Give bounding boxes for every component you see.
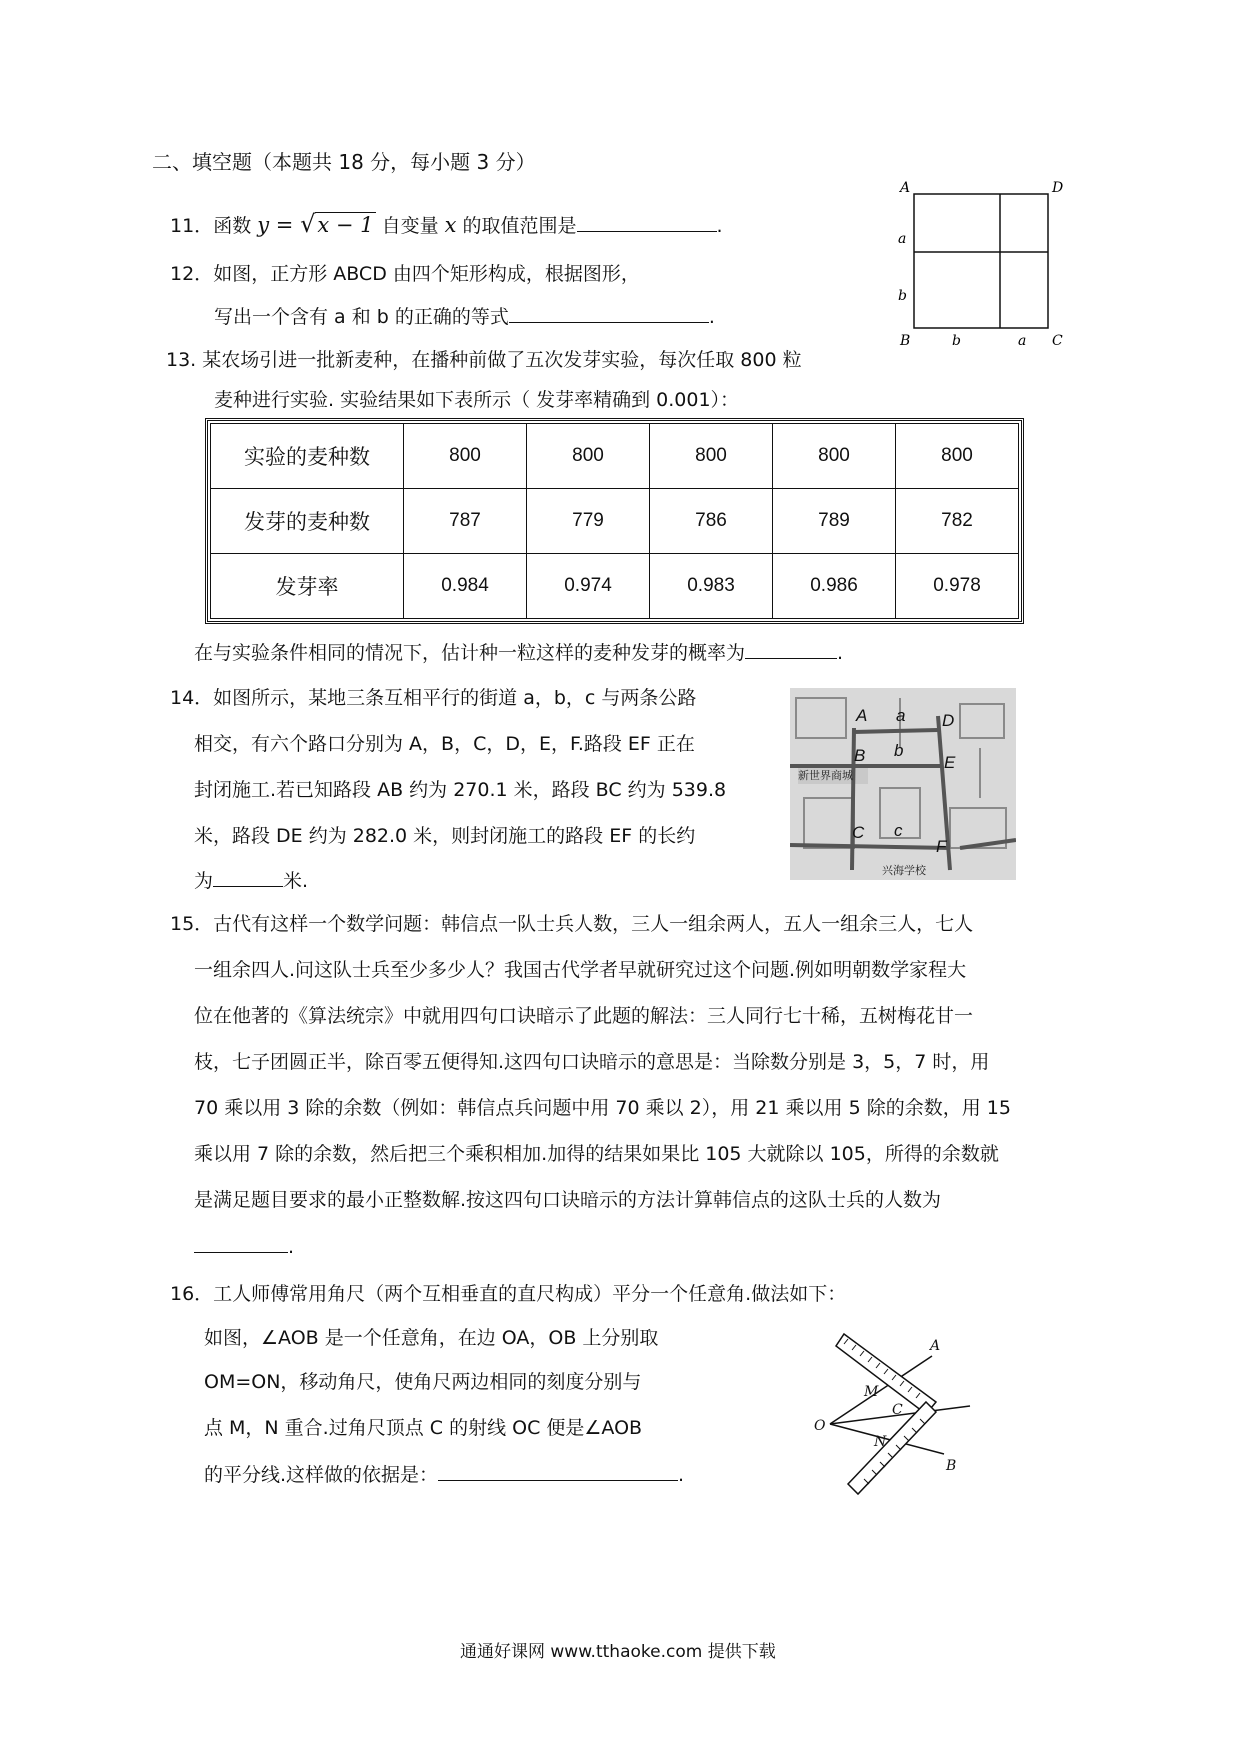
table-cell: 800: [527, 424, 650, 489]
table-cell: 0.984: [404, 554, 527, 619]
square-figure: [890, 180, 1080, 350]
period: .: [837, 642, 844, 664]
row-header-cell: 发芽的麦种数: [211, 489, 404, 554]
table-cell: 0.978: [896, 554, 1019, 619]
fig-label-A: A: [930, 1338, 941, 1354]
q12-text-line2: 写出一个含有 a 和 b 的正确的等式: [214, 306, 509, 328]
street-map: [790, 688, 1016, 880]
map-label-school: 兴海学校: [882, 864, 926, 877]
answer-blank[interactable]: [577, 213, 717, 232]
map-label-b: b: [894, 741, 904, 760]
section-title: 二、填空题（本题共 18 分，每小题 3 分）: [152, 150, 536, 174]
map-label-A: A: [856, 706, 868, 725]
question-11: [170, 212, 723, 238]
label-b-left: b: [898, 288, 907, 304]
label-A: A: [900, 180, 911, 196]
table-cell: 786: [650, 489, 773, 554]
answer-blank[interactable]: [213, 868, 283, 887]
label-a-left: a: [898, 231, 907, 247]
question-14-line1: 14．如图所示，某地三条互相平行的街道 a，b，c 与两条公路: [170, 687, 697, 709]
question-13-line1: 13. 某农场引进一批新麦种，在播种前做了五次发芽实验，每次任取 800 粒: [166, 349, 802, 371]
formula-lhs: y =: [257, 213, 301, 237]
answer-blank[interactable]: [509, 304, 709, 323]
question-number: 12．: [170, 263, 214, 285]
question-13-line3: [194, 640, 843, 665]
question-15-line8: [194, 1234, 294, 1259]
table-cell: 0.974: [527, 554, 650, 619]
q13-text-line3: 在与实验条件相同的情况下，估计种一粒这样的麦种发芽的概率为: [194, 642, 746, 664]
label-b-bottom: b: [952, 333, 961, 349]
page-footer: 通通好课网 www.tthaoke.com 提供下载: [460, 1642, 776, 1662]
label-B: B: [900, 333, 911, 349]
table-cell: 800: [773, 424, 896, 489]
question-16-line2: 如图，∠AOB 是一个任意角，在边 OA，OB 上分别取: [204, 1327, 659, 1349]
map-label-F: F: [936, 837, 947, 856]
q14-last-prefix: 为: [194, 870, 214, 892]
question-15-line6: 乘以用 7 除的余数，然后把三个乘积相加.加得的结果如果比 105 大就除以 105，所得的余数就: [194, 1143, 999, 1165]
question-15-line1: 15．古代有这样一个数学问题：韩信点一队士兵人数，三人一组余两人，五人一组余三人，七人: [170, 913, 974, 935]
table-cell: 782: [896, 489, 1019, 554]
table-cell: 0.983: [650, 554, 773, 619]
angle-square-figure: [810, 1318, 1000, 1498]
fig-label-M: M: [864, 1384, 879, 1400]
fig-label-B: B: [946, 1458, 957, 1474]
question-number: 11．: [170, 215, 214, 237]
ruler-upper-arm: [836, 1334, 936, 1414]
table-cell: 787: [404, 489, 527, 554]
question-16-line4: 点 M，N 重合.过角尺顶点 C 的射线 OC 便是∠AOB: [204, 1417, 643, 1439]
fig-label-O: O: [814, 1418, 826, 1434]
question-12-line1: [170, 262, 640, 286]
table-cell: 800: [404, 424, 527, 489]
question-14-line3: 封闭施工.若已知路段 AB 约为 270.1 米，路段 BC 约为 539.8: [194, 779, 727, 801]
map-label-C: C: [852, 823, 865, 842]
street-a: [854, 730, 938, 732]
q11-middle: 自变量: [381, 215, 439, 237]
q12-text-line1: 如图，正方形 ABCD 由四个矩形构成，根据图形，: [213, 263, 640, 285]
question-16-line5: [204, 1462, 684, 1487]
q16-last-prefix: 的平分线.这样做的依据是：: [204, 1464, 439, 1486]
question-14-line2: 相交，有六个路口分别为 A，B，C，D，E，F.路段 EF 正在: [194, 733, 695, 755]
variable-x: x: [444, 213, 457, 237]
question-14-line4: 米，路段 DE 约为 282.0 米，则封闭施工的路段 EF 的长约: [194, 825, 696, 847]
question-13-line2: 麦种进行实验. 实验结果如下表所示（ 发芽率精确到 0.001）：: [214, 389, 740, 411]
table-cell: 800: [650, 424, 773, 489]
label-D: D: [1052, 180, 1064, 196]
fig-label-C: C: [892, 1402, 903, 1418]
fig-label-N: N: [874, 1434, 887, 1450]
table-row: [211, 489, 1019, 554]
label-a-bottom: a: [1018, 333, 1027, 349]
formula-radicand: x − 1: [317, 213, 374, 237]
answer-blank[interactable]: [194, 1234, 288, 1253]
question-12-line2: [214, 304, 715, 329]
period: .: [678, 1464, 685, 1486]
map-label-E: E: [944, 753, 956, 772]
map-label-a: a: [896, 706, 906, 725]
q14-last-suffix: 米.: [283, 870, 309, 892]
table-cell: 789: [773, 489, 896, 554]
question-15-line4: 枝，七子团圆正半，除百零五便得知.这四句口诀暗示的意思是：当除数分别是 3，5，7 时，用: [194, 1051, 990, 1073]
question-15-line5: 70 乘以用 3 除的余数（例如：韩信点兵问题中用 70 乘以 2），用 21 乘以用 5 除的余数，用 15: [194, 1097, 1011, 1119]
question-16-line1: 16．工人师傅常用角尺（两个互相垂直的直尺构成）平分一个任意角.做法如下：: [170, 1283, 847, 1305]
question-14-line5: [194, 868, 308, 893]
answer-blank[interactable]: [438, 1462, 678, 1481]
map-label-D: D: [942, 711, 955, 730]
table-row: [211, 554, 1019, 619]
answer-blank[interactable]: [745, 640, 837, 659]
question-15-line7: 是满足题目要求的最小正整数解.按这四句口诀暗示的方法计算韩信点的这队士兵的人数为: [194, 1189, 942, 1211]
question-15-line3: 位在他著的《算法统宗》中就用四句口诀暗示了此题的解法：三人同行七十稀，五树梅花甘一: [194, 1005, 974, 1027]
question-15-line2: 一组余四人.问这队士兵至少多少人？我国古代学者早就研究过这个问题.例如明朝数学家程大: [194, 959, 967, 981]
question-16-line3: OM=ON，移动角尺，使角尺两边相同的刻度分别与: [204, 1371, 642, 1393]
map-label-B: B: [854, 746, 866, 765]
table-cell: 800: [896, 424, 1019, 489]
period: .: [708, 306, 715, 328]
row-header-cell: 发芽率: [211, 554, 404, 619]
germination-table-frame: [205, 418, 1024, 624]
label-C: C: [1052, 333, 1063, 349]
table-row: [211, 424, 1019, 489]
map-label-c: c: [894, 821, 903, 840]
row-header-cell: 实验的麦种数: [211, 424, 404, 489]
period: .: [716, 215, 723, 237]
map-label-mall: 新世界商城: [798, 769, 853, 782]
table-cell: 779: [527, 489, 650, 554]
q11-prefix: 函数: [213, 215, 252, 237]
q11-suffix: 的取值范围是: [462, 215, 577, 237]
germination-table: [210, 423, 1019, 619]
sqrt-sign: √: [300, 210, 316, 238]
table-cell: 0.986: [773, 554, 896, 619]
period: .: [288, 1236, 295, 1258]
square-outline: [914, 194, 1048, 328]
